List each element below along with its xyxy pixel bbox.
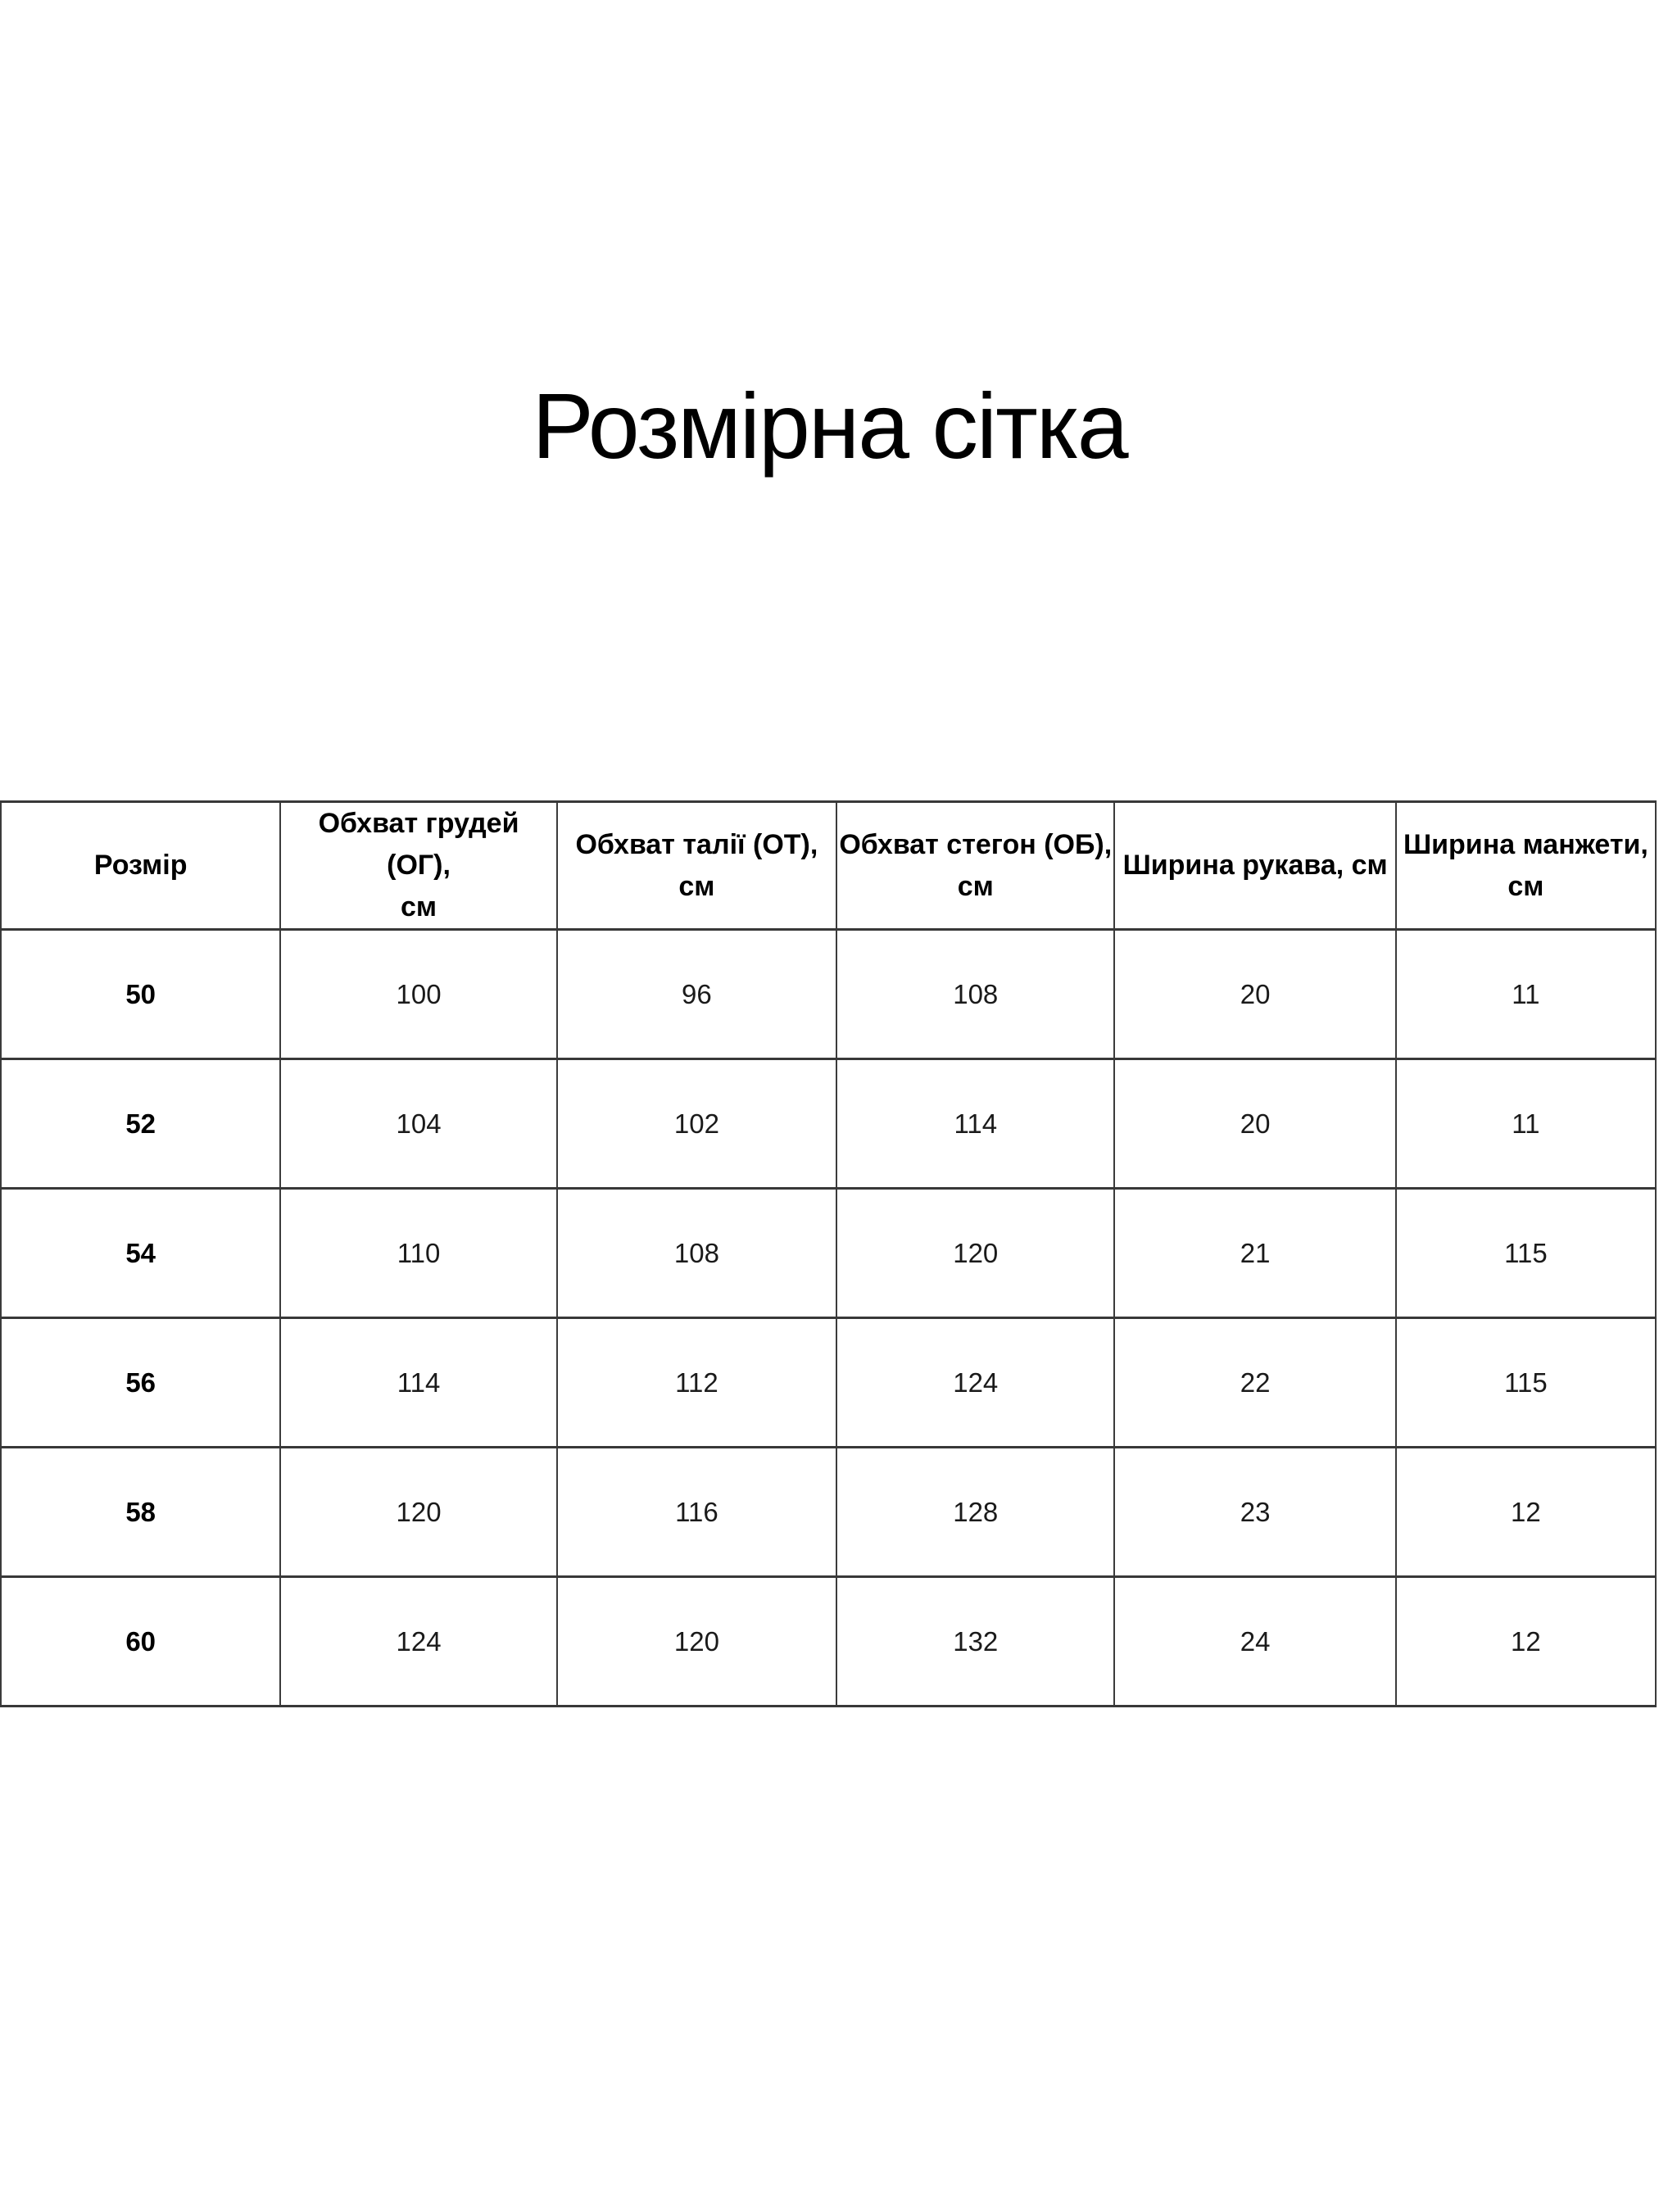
header-chest-label-line1: Обхват грудей (ОГ), (318, 808, 519, 881)
cuff-value-cell: 12 (1396, 1448, 1656, 1577)
sleeve-value-cell: 20 (1114, 1059, 1395, 1189)
sleeve-value-cell: 21 (1114, 1189, 1395, 1318)
chest-value-cell: 110 (280, 1189, 556, 1318)
table-row-size-56 (1, 1318, 1656, 1448)
size-cell: 58 (1, 1448, 280, 1577)
header-sleeve-label: Ширина рукава, см (1122, 850, 1388, 881)
table-row-size-60 (1, 1577, 1656, 1707)
hips-value-cell: 124 (836, 1318, 1114, 1448)
table-row-size-52 (1, 1059, 1656, 1189)
header-hips-label-line1: Обхват стегон (ОБ), (839, 828, 1113, 860)
hips-value-cell: 132 (836, 1577, 1114, 1707)
cuff-value-cell: 12 (1396, 1577, 1656, 1707)
header-waist-label-line1: Обхват талії (ОТ), (575, 828, 818, 860)
hips-value-cell: 128 (836, 1448, 1114, 1577)
header-cuff-label-line1: Ширина манжети, (1403, 828, 1648, 860)
size-cell: 54 (1, 1189, 280, 1318)
size-chart-table (0, 800, 1657, 1707)
chest-value-cell: 124 (280, 1577, 556, 1707)
waist-value-cell: 108 (557, 1189, 836, 1318)
size-cell: 52 (1, 1059, 280, 1189)
cuff-value-cell: 11 (1396, 1059, 1656, 1189)
header-cuff-label-line2: см (1507, 870, 1544, 902)
chest-value-cell: 114 (280, 1318, 556, 1448)
header-chest-label-line2: см (401, 891, 437, 922)
sleeve-value-cell: 24 (1114, 1577, 1395, 1707)
cuff-value-cell: 11 (1396, 930, 1656, 1059)
size-cell: 50 (1, 930, 280, 1059)
header-hips-label-line2: см (957, 870, 994, 902)
hips-value-cell: 108 (836, 930, 1114, 1059)
header-cell-size (1, 802, 280, 930)
table-row-size-54 (1, 1189, 1656, 1318)
header-cell-waist (557, 802, 836, 930)
sleeve-value-cell: 23 (1114, 1448, 1395, 1577)
header-size-label: Розмір (93, 850, 188, 881)
chest-value-cell: 104 (280, 1059, 556, 1189)
table-header-row (1, 802, 1656, 930)
cuff-value-cell: 115 (1396, 1318, 1656, 1448)
waist-value-cell: 120 (557, 1577, 836, 1707)
waist-value-cell: 116 (557, 1448, 836, 1577)
cuff-value-cell: 115 (1396, 1189, 1656, 1318)
header-cell-chest (280, 802, 556, 930)
sleeve-value-cell: 20 (1114, 930, 1395, 1059)
chest-value-cell: 120 (280, 1448, 556, 1577)
header-cell-cuff (1396, 802, 1656, 930)
table-row-size-58 (1, 1448, 1656, 1577)
waist-value-cell: 112 (557, 1318, 836, 1448)
size-cell: 56 (1, 1318, 280, 1448)
sleeve-value-cell: 22 (1114, 1318, 1395, 1448)
size-cell: 60 (1, 1577, 280, 1707)
chest-value-cell: 100 (280, 930, 556, 1059)
hips-value-cell: 114 (836, 1059, 1114, 1189)
page-title: Розмірна сітка (532, 374, 1127, 478)
header-cell-hips (836, 802, 1114, 930)
table-row-size-50 (1, 930, 1656, 1059)
waist-value-cell: 96 (557, 930, 836, 1059)
waist-value-cell: 102 (557, 1059, 836, 1189)
header-waist-label-line2: см (678, 870, 715, 902)
hips-value-cell: 120 (836, 1189, 1114, 1318)
header-cell-sleeve (1114, 802, 1395, 930)
